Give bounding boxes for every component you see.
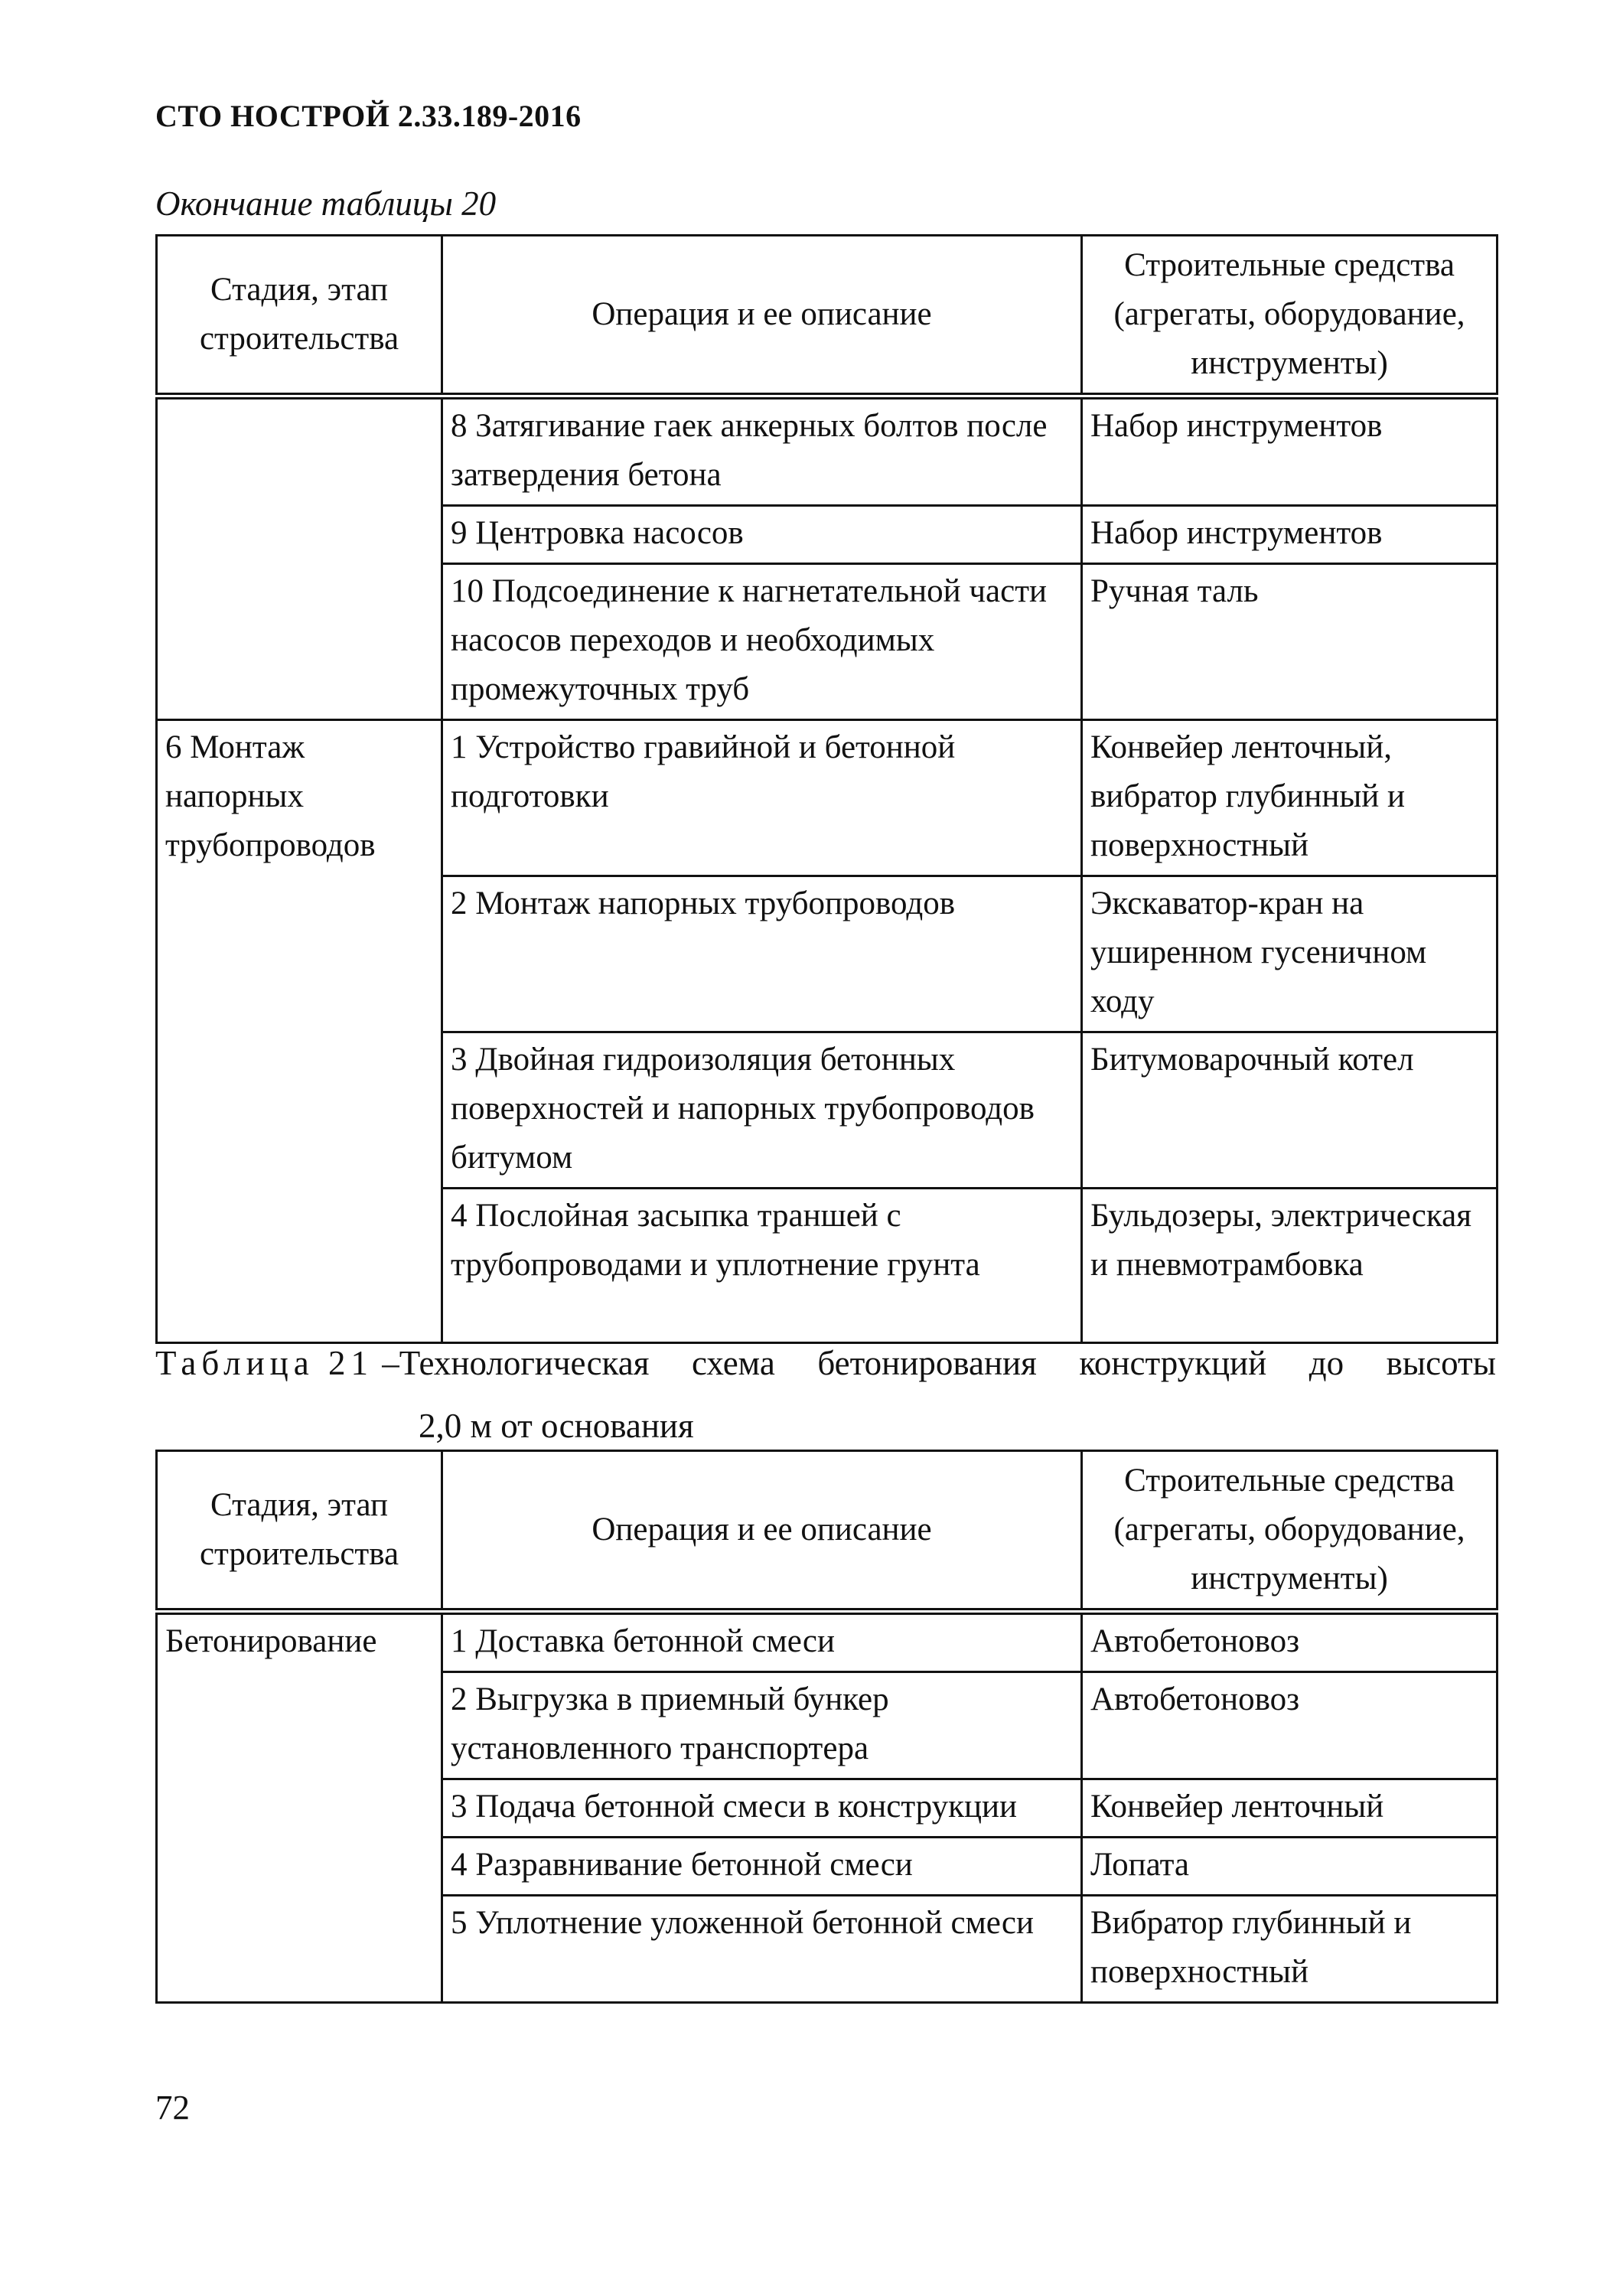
caption-word: схема: [691, 1344, 775, 1382]
tools-cell: Ручная таль: [1082, 564, 1498, 720]
caption-word: бетонирования: [817, 1344, 1037, 1382]
stage-cell: [157, 396, 442, 720]
caption-dash: –: [382, 1344, 399, 1382]
column-header-operation: Операция и ее описание: [442, 236, 1082, 396]
operation-cell: 4 Послойная засыпка траншей с трубопроводами и уплотнение грунта: [442, 1189, 1082, 1343]
table-header-row: [157, 1451, 1498, 1612]
document-header: СТО НОСТРОЙ 2.33.189-2016: [155, 99, 582, 133]
operation-cell: 3 Двойная гидроизоляция бетонных поверхностей и напорных трубопроводов битумом: [442, 1032, 1082, 1189]
tools-cell: Автобетоновоз: [1082, 1612, 1498, 1672]
stage-cell: 6 Монтаж напорных трубопроводов: [157, 720, 442, 1343]
caption-label: Таблица 21: [155, 1344, 373, 1382]
table-header-row: [157, 236, 1498, 396]
page-number: 72: [155, 2089, 190, 2127]
operation-cell: 8 Затягивание гаек анкерных болтов после затвердения бетона: [442, 396, 1082, 506]
caption-word: высоты: [1386, 1344, 1496, 1382]
table-20: [155, 234, 1498, 1344]
column-header-tools: Строительные средства (агрегаты, оборудование, инструменты): [1082, 1451, 1498, 1612]
stage-cell: Бетонирование: [157, 1612, 442, 2003]
column-header-tools: Строительные средства (агрегаты, оборудование, инструменты): [1082, 236, 1498, 396]
operation-cell: 1 Доставка бетонной смеси: [442, 1612, 1082, 1672]
table-21: [155, 1450, 1498, 2004]
operation-cell: 9 Центровка насосов: [442, 506, 1082, 564]
tools-cell: Бульдозеры, электрическая и пневмотрамбовка: [1082, 1189, 1498, 1343]
table-row: [157, 396, 1498, 506]
table-21-caption-line2: 2,0 м от основания: [419, 1407, 694, 1445]
operation-cell: 2 Выгрузка в приемный бункер установленного транспортера: [442, 1672, 1082, 1779]
operation-cell: 1 Устройство гравийной и бетонной подготовки: [442, 720, 1082, 876]
tools-cell: Набор инструментов: [1082, 506, 1498, 564]
tools-cell: Экскаватор-кран на уширенном гусеничном ходу: [1082, 876, 1498, 1032]
tools-cell: Лопата: [1082, 1838, 1498, 1896]
tools-cell: Битумоварочный котел: [1082, 1032, 1498, 1189]
table-row: [157, 720, 1498, 876]
operation-cell: 5 Уплотнение уложенной бетонной смеси: [442, 1896, 1082, 2003]
tools-cell: Автобетоновоз: [1082, 1672, 1498, 1779]
caption-label-group: [155, 1332, 649, 1394]
column-header-stage: Стадия, этап строительства: [157, 1451, 442, 1612]
operation-cell: 2 Монтаж напорных трубопроводов: [442, 876, 1082, 1032]
table-continuation-caption: Окончание таблицы 20: [155, 184, 497, 223]
operation-cell: 3 Подача бетонной смеси в конструкции: [442, 1779, 1082, 1838]
column-header-stage: Стадия, этап строительства: [157, 236, 442, 396]
tools-cell: Набор инструментов: [1082, 396, 1498, 506]
table-row: [157, 1612, 1498, 1672]
column-header-operation: Операция и ее описание: [442, 1451, 1082, 1612]
table-21-caption-line1: [155, 1332, 1496, 1394]
operation-cell: 10 Подсоединение к нагнетательной части насосов переходов и необходимых промежуточных труб: [442, 564, 1082, 720]
caption-word: Технологическая: [399, 1344, 650, 1382]
tools-cell: Конвейер ленточный: [1082, 1779, 1498, 1838]
table-21-caption: [155, 1332, 1496, 1457]
caption-word: конструкций: [1079, 1344, 1267, 1382]
tools-cell: Вибратор глубинный и поверхностный: [1082, 1896, 1498, 2003]
tools-cell: Конвейер ленточный, вибратор глубинный и поверхностный: [1082, 720, 1498, 876]
operation-cell: 4 Разравнивание бетонной смеси: [442, 1838, 1082, 1896]
caption-word: до: [1309, 1344, 1344, 1382]
